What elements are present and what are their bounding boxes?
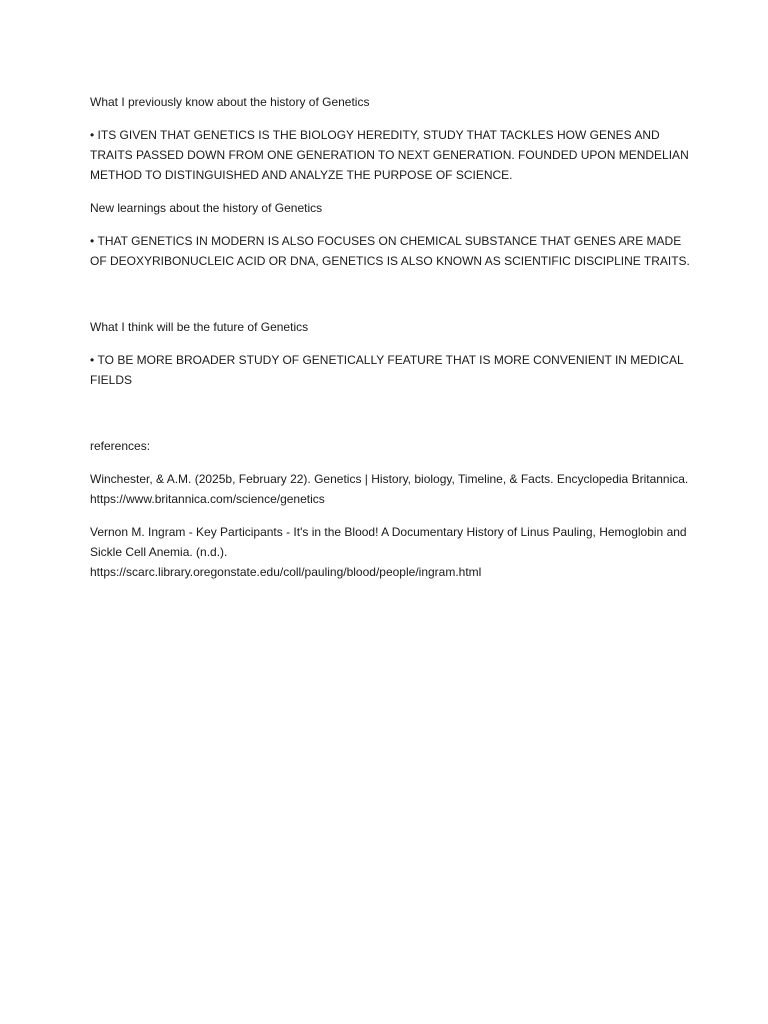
section-heading-previous: What I previously know about the history of Genetics [90,95,370,109]
blank-space [90,403,690,436]
blank-space [90,284,690,317]
bullet-previous: • ITS GIVEN THAT GENETICS IS THE BIOLOGY HEREDITY, STUDY THAT TACKLES HOW GENES AND TRAITS PASSED DOWN FROM ONE GENERATION TO NEXT GENERATION. FOUNDED UPON MENDELIAN METHOD TO DISTINGUISHED AND ANALYZE THE PURPOSE OF SCIENCE. [90,125,690,185]
reference-url: https://www.britannica.com/science/genetics [90,492,325,506]
bullet-future: • TO BE MORE BROADER STUDY OF GENETICALLY FEATURE THAT IS MORE CONVENIENT IN MEDICAL FIELDS [90,350,690,390]
reference-url: https://scarc.library.oregonstate.edu/coll/pauling/blood/people/ingram.html [90,565,482,579]
bullet-new: • THAT GENETICS IN MODERN IS ALSO FOCUSES ON CHEMICAL SUBSTANCE THAT GENES ARE MADE OF DEOXYRIBONUCLEIC ACID OR DNA, GENETICS IS ALSO KNOWN AS SCIENTIFIC DISCIPLINE TRAITS. [90,231,690,271]
references-heading: references: [90,439,151,453]
reference-text: Vernon M. Ingram - Key Participants - It's in the Blood! A Documentary History of Linus Pauling, Hemoglobin and Sickle Cell Anemia. (n.d.). [90,525,687,559]
reference-item [90,469,690,509]
section-heading-future: What I think will be the future of Genetics [90,320,309,334]
document-body [90,92,690,595]
section-heading-new: New learnings about the history of Genetics [90,201,323,215]
reference-text: Winchester, & A.M. (2025b, February 22). Genetics | History, biology, Timeline, & Facts. Encyclopedia Britannica. [90,472,689,486]
reference-item [90,522,690,582]
